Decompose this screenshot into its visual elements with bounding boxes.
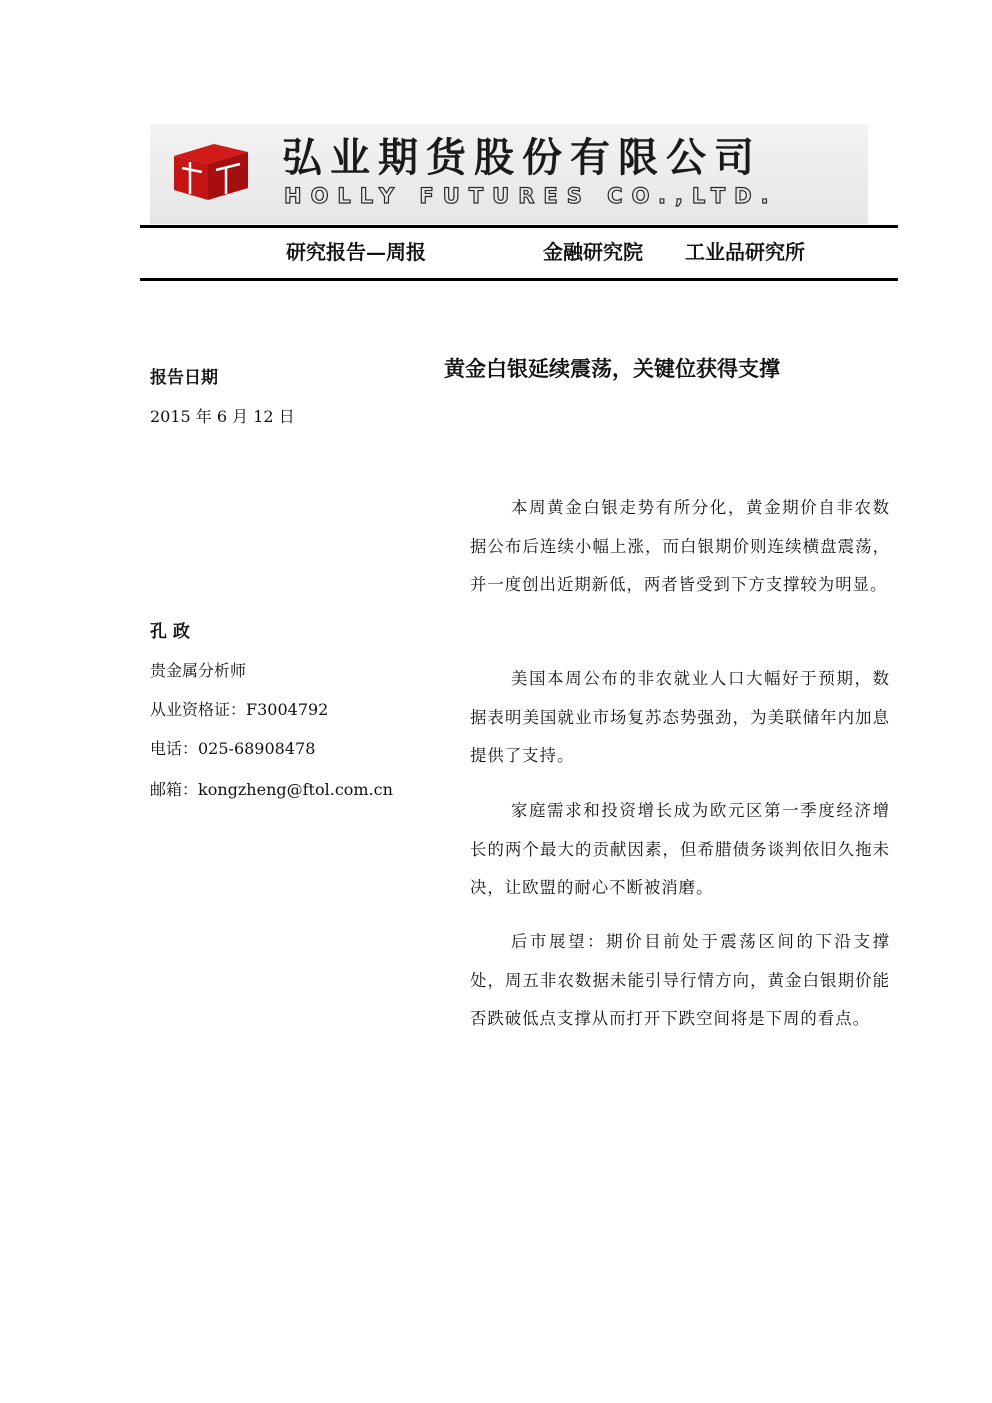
header-rule-top [140,225,898,228]
department-industrial: 工业品研究所 [685,240,805,264]
report-type: 研究报告—周报 [286,240,426,264]
body-paragraph: 本周黄金白银走势有所分化，黄金期价自非农数据公布后连续小幅上涨，而白银期价则连续横盘震荡，并一度创出近期新低，两者皆受到下方支撑较为明显。 [470,498,890,595]
company-logo-banner [150,124,868,224]
analyst-phone: 电话：025-68908478 [150,739,316,758]
paragraph-block [470,489,890,605]
paragraph-block [470,923,890,1039]
body-paragraph: 家庭需求和投资增长成为欧元区第一季度经济增长的两个最大的贡献因素，但希腊债务谈判依旧久拖未决，让欧盟的耐心不断被消磨。 [470,801,890,898]
body-paragraph: 后市展望：期价目前处于震荡区间的下沿支撑处，周五非农数据未能引导行情方向，黄金白银期价能否跌破低点支撑从而打开下跌空间将是下周的看点。 [470,932,890,1029]
paragraph-block [470,792,890,908]
analyst-license: 从业资格证：F3004792 [150,700,329,719]
report-date-label: 报告日期 [150,368,218,388]
header-rule-bottom [140,278,898,281]
company-name-cn: 弘业期货股份有限公司 [282,134,762,181]
analyst-email: 邮箱：kongzheng@ftol.com.cn [150,780,393,799]
report-title: 黄金白银延续震荡，关键位获得支撑 [444,356,780,381]
report-date-value: 2015 年 6 月 12 日 [150,407,295,426]
cube-logo-icon [168,138,252,204]
analyst-title: 贵金属分析师 [150,661,247,680]
department-finance: 金融研究院 [543,240,643,264]
company-name-en: HOLLY FUTURES CO.,LTD. [284,184,778,208]
body-paragraph: 美国本周公布的非农就业人口大幅好于预期，数据表明美国就业市场复苏态势强劲，为美联储年内加息提供了支持。 [470,669,890,766]
paragraph-block [470,660,890,776]
analyst-name: 孔 政 [150,622,190,642]
